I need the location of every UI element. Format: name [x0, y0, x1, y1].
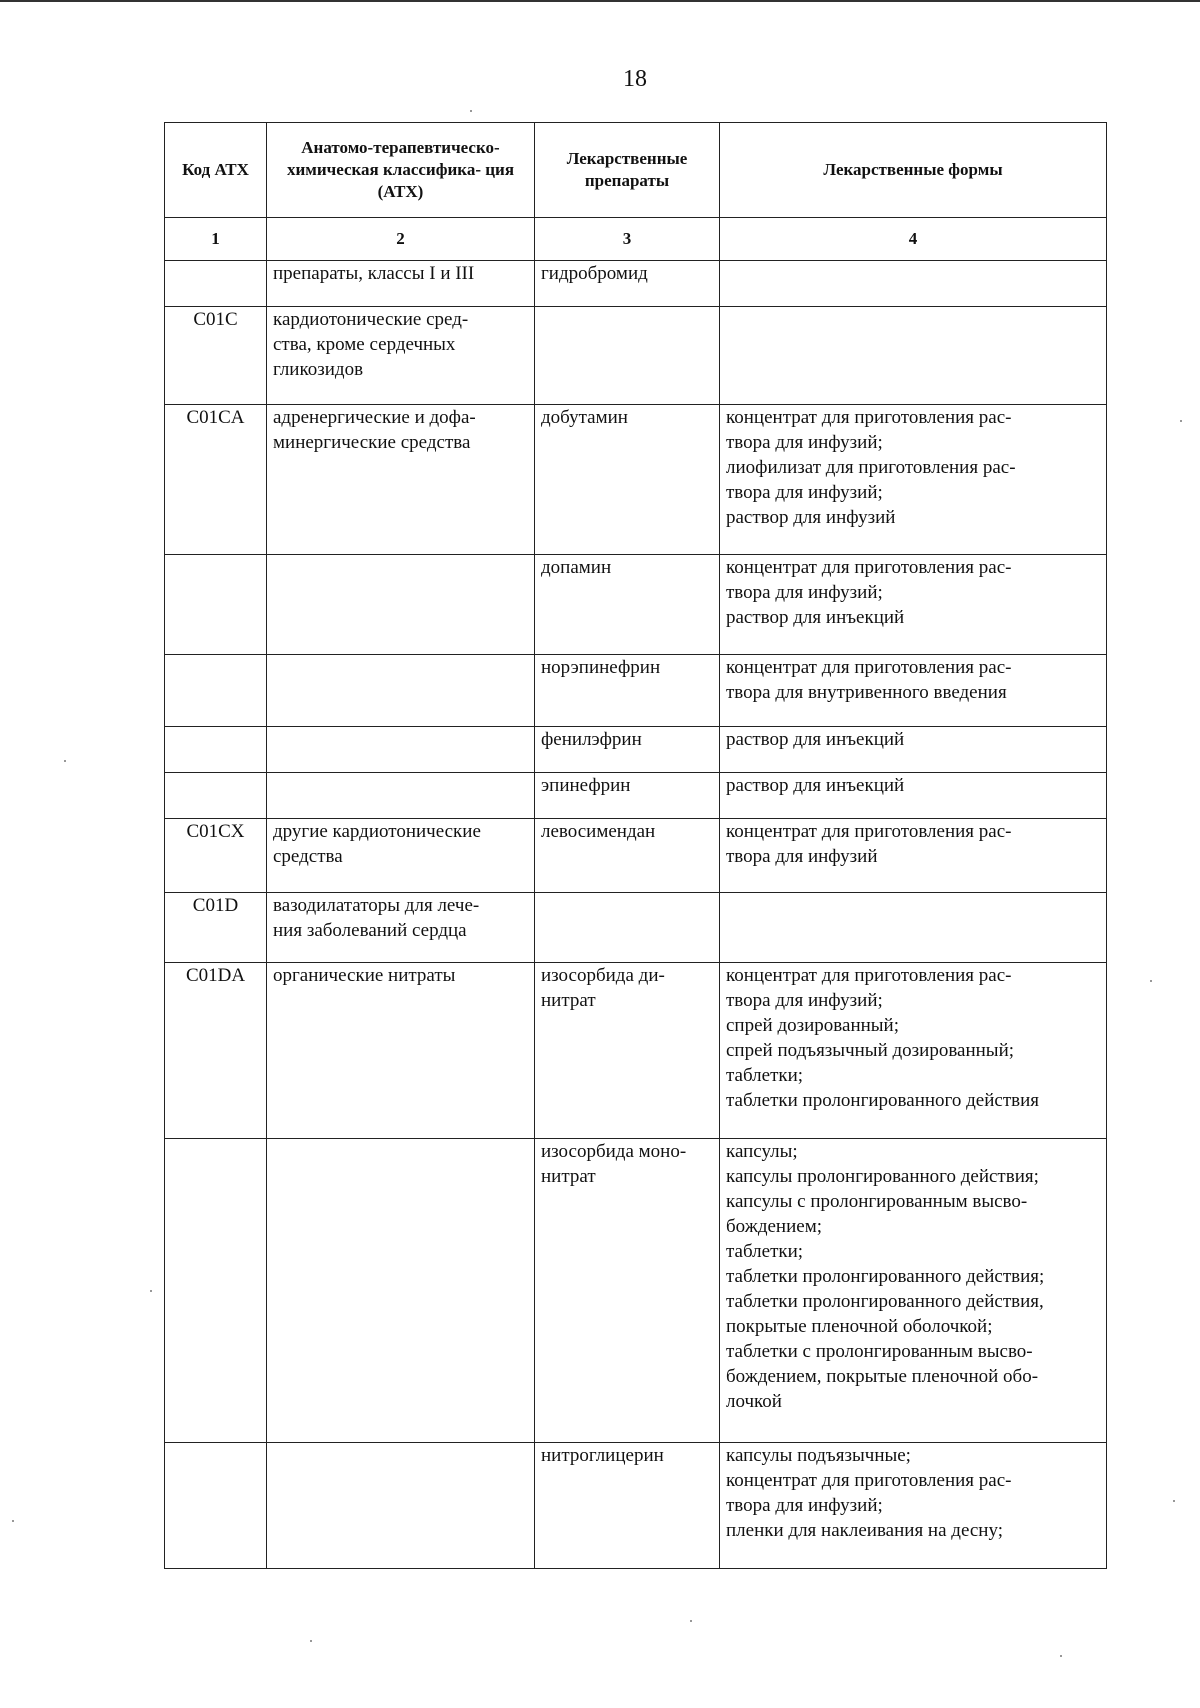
drug-cell: [535, 893, 720, 963]
forms-cell: [720, 1443, 1107, 1569]
forms-cell-line: покрытые пленочной оболочкой;: [726, 1316, 993, 1337]
header-row: [165, 123, 1107, 218]
drug-cell-line: изосорбида ди-: [541, 965, 665, 986]
table-row: [165, 773, 1107, 819]
classification-cell-line: гликозидов: [273, 359, 364, 380]
atx-code-cell: [165, 1443, 267, 1569]
atx-code-cell: [165, 555, 267, 655]
forms-cell-lines: [726, 1443, 1100, 1543]
drug-cell: [535, 655, 720, 727]
drug-cell: [535, 405, 720, 555]
scan-speck: [470, 110, 472, 112]
classification-cell-line: средства: [273, 846, 343, 867]
atx-code-cell: [165, 727, 267, 773]
classification-cell-lines: [273, 261, 528, 286]
forms-cell-line: капсулы;: [726, 1141, 798, 1162]
column-number-row: [165, 218, 1107, 261]
table-row: [165, 1139, 1107, 1443]
forms-cell-line: капсулы с пролонгированным высво-: [726, 1191, 1028, 1212]
forms-cell: [720, 893, 1107, 963]
table-row: [165, 405, 1107, 555]
forms-cell-line: спрей подъязычный дозированный;: [726, 1040, 1015, 1061]
forms-cell: [720, 655, 1107, 727]
forms-cell-line: концентрат для приготовления рас-: [726, 1470, 1012, 1491]
atx-code-cell: [165, 773, 267, 819]
forms-cell-lines: [726, 555, 1100, 630]
header-forms: Лекарственные формы: [720, 123, 1107, 218]
header-drugs-line: препараты: [584, 171, 670, 190]
classification-cell-line: адренергические и дофа-: [273, 407, 476, 428]
forms-cell-line: таблетки пролонгированного действия;: [726, 1266, 1045, 1287]
header-drugs-line: Лекарственные: [566, 149, 688, 168]
table-row: [165, 893, 1107, 963]
classification-cell: [267, 655, 535, 727]
forms-cell-lines: [726, 405, 1100, 530]
table-row: [165, 727, 1107, 773]
forms-cell-line: бождением;: [726, 1216, 822, 1237]
table-row: [165, 963, 1107, 1139]
scan-speck: [1150, 980, 1152, 982]
forms-cell-line: твора для инфузий;: [726, 1495, 883, 1516]
classification-cell-line: органические нитраты: [273, 965, 456, 986]
drug-cell-line: левосимендан: [541, 821, 656, 842]
forms-cell-line: твора для внутривенного введения: [726, 682, 1007, 703]
drug-cell-line: нитроглицерин: [541, 1445, 664, 1466]
classification-cell: [267, 261, 535, 307]
scan-speck: [1060, 1655, 1062, 1657]
forms-cell-line: таблетки;: [726, 1065, 804, 1086]
header-classification-line: Анатомо-терапевтическо-: [301, 138, 500, 157]
classification-cell: [267, 405, 535, 555]
forms-cell-lines: [726, 773, 1100, 798]
drug-cell-line: нитрат: [541, 1166, 596, 1187]
atx-code-cell: [165, 261, 267, 307]
forms-cell-line: твора для инфузий: [726, 846, 878, 867]
classification-cell-lines: [273, 307, 528, 382]
drug-cell-lines: [541, 727, 713, 752]
header-classification-lines: [273, 137, 528, 203]
atx-code-cell: [165, 1139, 267, 1443]
classification-cell-line: другие кардиотонические: [273, 821, 481, 842]
forms-cell-line: раствор для инъекций: [726, 775, 905, 796]
forms-cell-lines: [726, 819, 1100, 869]
header-classification-line: ция (АТХ): [377, 160, 515, 201]
forms-cell-line: лочкой: [726, 1391, 782, 1412]
forms-cell: [720, 307, 1107, 405]
forms-cell: [720, 963, 1107, 1139]
forms-cell-lines: [726, 655, 1100, 705]
classification-cell: [267, 555, 535, 655]
header-drugs: [535, 123, 720, 218]
table-row: [165, 261, 1107, 307]
drug-cell: [535, 963, 720, 1139]
scan-speck: [1173, 1500, 1175, 1502]
forms-cell-line: таблетки пролонгированного действия,: [726, 1291, 1044, 1312]
scan-speck: [690, 1620, 692, 1622]
classification-cell: [267, 963, 535, 1139]
table-row: [165, 819, 1107, 893]
drug-cell-line: норэпинефрин: [541, 657, 661, 678]
header-drugs-lines: [541, 148, 713, 192]
classification-cell-line: кардиотонические сред-: [273, 309, 469, 330]
classification-cell-line: препараты, классы I и III: [273, 263, 475, 284]
forms-cell-lines: [726, 963, 1100, 1113]
forms-cell: [720, 405, 1107, 555]
forms-cell-line: концентрат для приготовления рас-: [726, 407, 1012, 428]
classification-cell-line: вазодилататоры для лече-: [273, 895, 480, 916]
classification-cell-lines: [273, 819, 528, 869]
forms-cell: [720, 555, 1107, 655]
drug-cell: [535, 773, 720, 819]
drug-cell-lines: [541, 963, 713, 1013]
classification-cell: [267, 819, 535, 893]
classification-cell: [267, 893, 535, 963]
column-number: 2: [267, 218, 535, 261]
drug-cell-lines: [541, 261, 713, 286]
scan-speck: [64, 760, 66, 762]
header-classification: [267, 123, 535, 218]
drug-cell-line: гидробромид: [541, 263, 648, 284]
drug-cell-line: нитрат: [541, 990, 596, 1011]
forms-cell-line: концентрат для приготовления рас-: [726, 657, 1012, 678]
forms-cell-line: спрей дозированный;: [726, 1015, 899, 1036]
drug-cell: [535, 1139, 720, 1443]
forms-cell-lines: [726, 1139, 1100, 1414]
atx-code-cell: C01C: [165, 307, 267, 405]
atx-table-body: [165, 261, 1107, 1569]
forms-cell-line: раствор для инъекций: [726, 607, 905, 628]
column-number: 1: [165, 218, 267, 261]
forms-cell-line: раствор для инъекций: [726, 729, 905, 750]
forms-cell: [720, 819, 1107, 893]
classification-cell: [267, 307, 535, 405]
drug-cell: [535, 307, 720, 405]
forms-cell: [720, 1139, 1107, 1443]
classification-cell-lines: [273, 963, 528, 988]
scan-speck: [1180, 420, 1182, 422]
drug-cell: [535, 261, 720, 307]
atx-code-cell: C01CA: [165, 405, 267, 555]
column-number: 4: [720, 218, 1107, 261]
forms-cell-line: концентрат для приготовления рас-: [726, 965, 1012, 986]
atx-code-cell: C01D: [165, 893, 267, 963]
drug-cell-line: добутамин: [541, 407, 628, 428]
forms-cell-line: капсулы пролонгированного действия;: [726, 1166, 1039, 1187]
forms-cell-line: таблетки с пролонгированным высво-: [726, 1341, 1033, 1362]
scan-speck: [150, 1290, 152, 1292]
forms-cell-line: капсулы подъязычные;: [726, 1445, 911, 1466]
table-row: [165, 655, 1107, 727]
drug-cell-lines: [541, 655, 713, 680]
drug-cell: [535, 555, 720, 655]
drug-cell-lines: [541, 819, 713, 844]
classification-cell-line: ния заболеваний сердца: [273, 920, 467, 941]
forms-cell-line: концентрат для приготовления рас-: [726, 821, 1012, 842]
atx-code-cell: C01CX: [165, 819, 267, 893]
header-code: Код АТХ: [165, 123, 267, 218]
drug-cell-lines: [541, 555, 713, 580]
forms-cell-line: таблетки пролонгированного действия: [726, 1090, 1039, 1111]
drug-cell: [535, 1443, 720, 1569]
drug-cell-line: фенилэфрин: [541, 729, 642, 750]
atx-table: [164, 122, 1107, 1569]
classification-cell-lines: [273, 405, 528, 455]
classification-cell: [267, 773, 535, 819]
drug-cell-lines: [541, 773, 713, 798]
drug-cell-lines: [541, 1139, 713, 1189]
classification-cell-line: минергические средства: [273, 432, 471, 453]
forms-cell-line: твора для инфузий;: [726, 990, 883, 1011]
drug-cell: [535, 819, 720, 893]
forms-cell-line: пленки для наклеивания на десну;: [726, 1520, 1003, 1541]
forms-cell-line: твора для инфузий;: [726, 582, 883, 603]
drug-cell-line: изосорбида моно-: [541, 1141, 687, 1162]
drug-cell-lines: [541, 1443, 713, 1468]
page-top-edge: [0, 0, 1200, 2]
classification-cell-line: ства, кроме сердечных: [273, 334, 456, 355]
atx-code-cell: [165, 655, 267, 727]
forms-cell: [720, 261, 1107, 307]
table-row: [165, 555, 1107, 655]
forms-cell-line: лиофилизат для приготовления рас-: [726, 457, 1016, 478]
classification-cell: [267, 1139, 535, 1443]
forms-cell-line: твора для инфузий;: [726, 482, 883, 503]
drug-cell-lines: [541, 405, 713, 430]
page-number: 18: [623, 66, 647, 92]
classification-cell: [267, 727, 535, 773]
scan-speck: [310, 1640, 312, 1642]
forms-cell-line: концентрат для приготовления рас-: [726, 557, 1012, 578]
scan-speck: [12, 1520, 14, 1522]
classification-cell: [267, 1443, 535, 1569]
column-number: 3: [535, 218, 720, 261]
forms-cell-line: таблетки;: [726, 1241, 804, 1262]
forms-cell-line: твора для инфузий;: [726, 432, 883, 453]
forms-cell-line: раствор для инфузий: [726, 507, 896, 528]
drug-cell: [535, 727, 720, 773]
forms-cell: [720, 727, 1107, 773]
classification-cell-lines: [273, 893, 528, 943]
drug-cell-line: допамин: [541, 557, 612, 578]
forms-cell-lines: [726, 727, 1100, 752]
forms-cell-line: бождением, покрытые пленочной обо-: [726, 1366, 1039, 1387]
table-row: [165, 307, 1107, 405]
atx-code-cell: C01DA: [165, 963, 267, 1139]
forms-cell: [720, 773, 1107, 819]
header-classification-line: химическая классифика-: [286, 160, 481, 179]
drug-cell-line: эпинефрин: [541, 775, 631, 796]
table-row: [165, 1443, 1107, 1569]
